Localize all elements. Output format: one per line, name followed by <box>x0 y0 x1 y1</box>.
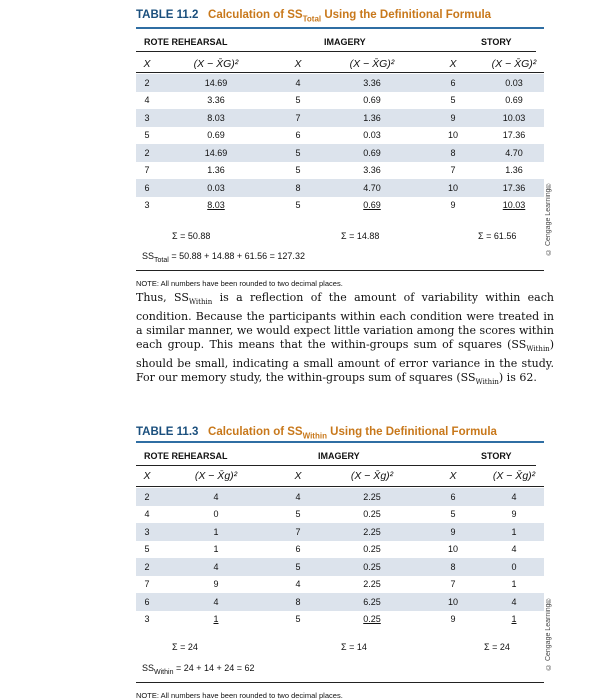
cell-value: 5 <box>295 509 301 520</box>
table-cell <box>484 593 544 611</box>
table-cell <box>158 109 274 127</box>
cell-value: 9 <box>450 526 456 537</box>
cell-value: 5 <box>450 509 456 520</box>
table-row <box>136 611 544 629</box>
table2-body <box>136 488 544 628</box>
cell-value: 10 <box>447 130 458 141</box>
cell-value: 4 <box>511 596 517 607</box>
cell-value: 8 <box>450 147 456 158</box>
cell-value: 2 <box>144 77 150 88</box>
table2-col-x1: X <box>143 470 151 482</box>
table1 <box>136 27 544 282</box>
cell-value: 5 <box>295 614 301 625</box>
cell-value: 5 <box>144 544 150 555</box>
cell-value: 3 <box>144 526 150 537</box>
table-cell <box>422 127 484 145</box>
cell-value: 0.69 <box>363 147 381 158</box>
table1-credit: © Cengage Learning® <box>545 181 552 255</box>
table2-header-rule <box>136 486 544 487</box>
table2-col-dev2: (X − X̄g)² <box>350 470 394 482</box>
cell-value: 2.25 <box>363 526 381 537</box>
cell-value: 4 <box>511 491 517 502</box>
cell-value: 9 <box>450 614 456 625</box>
cell-value: 0.69 <box>505 95 523 106</box>
table-cell <box>322 506 422 524</box>
cell-value: 17.36 <box>502 182 526 193</box>
cell-value: 9 <box>213 579 219 590</box>
cell-value: 14.69 <box>204 77 228 88</box>
table1-sum-story: Σ = 61.56 <box>478 231 517 241</box>
table-cell <box>274 611 322 629</box>
cell-value: 4 <box>295 77 301 88</box>
table-cell <box>158 506 274 524</box>
table-cell <box>274 558 322 576</box>
table-row <box>136 179 544 197</box>
table-cell <box>158 523 274 541</box>
cell-value: 14.69 <box>204 147 228 158</box>
table-cell <box>158 558 274 576</box>
table-cell <box>484 523 544 541</box>
table-cell <box>136 593 158 611</box>
table-cell <box>158 593 274 611</box>
cell-value: 4 <box>213 491 219 502</box>
table-cell <box>422 179 484 197</box>
table1-sum-rote: Σ = 50.88 <box>172 231 211 241</box>
table-row <box>136 74 544 92</box>
cell-value: 6 <box>144 182 150 193</box>
table-cell <box>322 197 422 215</box>
table-cell <box>136 506 158 524</box>
cell-value: 7 <box>295 112 301 123</box>
table-row <box>136 523 544 541</box>
cell-value: 0.25 <box>363 614 381 625</box>
table-cell <box>274 144 322 162</box>
cell-value: 3.36 <box>207 95 225 106</box>
table-cell <box>484 558 544 576</box>
cell-value: 1 <box>511 579 517 590</box>
cell-value: 10 <box>447 596 458 607</box>
table-row <box>136 144 544 162</box>
cell-value: 6 <box>450 491 456 502</box>
table1-body <box>136 74 544 214</box>
table-cell <box>136 144 158 162</box>
table-cell <box>158 127 274 145</box>
cell-value: 4.70 <box>363 182 381 193</box>
cell-value: 0.25 <box>363 544 381 555</box>
cell-value: 1 <box>511 526 517 537</box>
cell-value: 17.36 <box>502 130 526 141</box>
cell-value: 3.36 <box>363 165 381 176</box>
table2-col-x3: X <box>449 470 457 482</box>
table-cell <box>422 506 484 524</box>
table2-title: TABLE 11.3 Calculation of $SS_{Within}$ Using the Definitional Formula <box>136 426 497 441</box>
table-row <box>136 92 544 110</box>
cell-value: 9 <box>450 200 456 211</box>
table-cell <box>158 74 274 92</box>
table-cell <box>422 162 484 180</box>
cell-value: 5 <box>295 561 301 572</box>
table-cell <box>158 92 274 110</box>
table-cell <box>484 197 544 215</box>
cell-value: 0.69 <box>363 200 381 211</box>
table-cell <box>322 127 422 145</box>
table2-group-imagery: IMAGERY <box>318 451 360 461</box>
table-cell <box>484 576 544 594</box>
table-cell <box>136 74 158 92</box>
table-row <box>136 593 544 611</box>
table-cell <box>136 162 158 180</box>
table-cell <box>484 162 544 180</box>
table-cell <box>136 611 158 629</box>
cell-value: 3 <box>144 614 150 625</box>
table-cell <box>422 197 484 215</box>
table-cell <box>158 541 274 559</box>
cell-value: 3 <box>144 112 150 123</box>
cell-value: 2 <box>144 491 150 502</box>
table2-col-dev1: (X − X̄g)² <box>194 470 238 482</box>
cell-value: 1 <box>213 544 219 555</box>
cell-value: 5 <box>144 130 150 141</box>
cell-value: 8.03 <box>207 112 225 123</box>
cell-value: 4 <box>213 596 219 607</box>
table-cell <box>322 488 422 506</box>
cell-value: 2 <box>144 147 150 158</box>
cell-value: 8 <box>450 561 456 572</box>
cell-value: 10 <box>447 544 458 555</box>
cell-value: 4 <box>295 579 301 590</box>
table1-group-story: STORY <box>481 37 512 47</box>
table-cell <box>274 197 322 215</box>
cell-value: 4 <box>295 491 301 502</box>
table1-col-dev3: (X − X̄G)² <box>491 58 537 70</box>
cell-value: 0.25 <box>363 561 381 572</box>
cell-value: 6 <box>450 77 456 88</box>
table-row <box>136 127 544 145</box>
table-cell <box>136 109 158 127</box>
table-cell <box>484 92 544 110</box>
table1-group-rule <box>136 51 536 52</box>
table1-note: NOTE: All numbers have been rounded to two decimal places. <box>136 279 343 288</box>
table-row <box>136 506 544 524</box>
table-cell <box>484 144 544 162</box>
table-cell <box>274 92 322 110</box>
cell-value: 4.70 <box>505 147 523 158</box>
cell-value: 4 <box>511 544 517 555</box>
table-cell <box>136 558 158 576</box>
table-cell <box>322 74 422 92</box>
cell-value: 1 <box>213 526 219 537</box>
table-cell <box>422 611 484 629</box>
table-cell <box>484 127 544 145</box>
table2-col-x2: X <box>294 470 302 482</box>
table-cell <box>422 523 484 541</box>
table1-title: TABLE 11.2 Calculation of $SS_{Total}$ Using the Definitional Formula <box>136 9 492 24</box>
table-cell <box>322 109 422 127</box>
cell-value: 0.25 <box>363 509 381 520</box>
cell-value: 1 <box>213 614 219 625</box>
table-cell <box>322 541 422 559</box>
cell-value: 5 <box>295 147 301 158</box>
table1-col-x2: X <box>294 58 302 70</box>
table-cell <box>158 197 274 215</box>
table1-col-x3: X <box>449 58 457 70</box>
table-cell <box>322 92 422 110</box>
cell-value: 1 <box>511 614 517 625</box>
table-row <box>136 197 544 215</box>
cell-value: 7 <box>144 165 150 176</box>
cell-value: 5 <box>295 95 301 106</box>
table2-group-story: STORY <box>481 451 512 461</box>
table2-note: NOTE: All numbers have been rounded to two decimal places. <box>136 691 343 700</box>
table2-group-rule <box>136 465 536 466</box>
table1-bottom-rule <box>136 270 544 271</box>
table-cell <box>422 144 484 162</box>
table1-group-rote: ROTE REHEARSAL <box>144 37 228 47</box>
table-cell <box>136 541 158 559</box>
cell-value: 0.69 <box>207 130 225 141</box>
table-cell <box>422 593 484 611</box>
table-cell <box>422 541 484 559</box>
table-cell <box>322 162 422 180</box>
cell-value: 7 <box>450 165 456 176</box>
table-cell <box>274 523 322 541</box>
table-row <box>136 488 544 506</box>
table-row <box>136 576 544 594</box>
table-cell <box>274 74 322 92</box>
cell-value: 8 <box>295 182 301 193</box>
cell-value: 2.25 <box>363 491 381 502</box>
table2-sum-rote: Σ = 24 <box>172 642 198 652</box>
table-cell <box>158 179 274 197</box>
cell-value: 0.69 <box>363 95 381 106</box>
cell-value: 3.36 <box>363 77 381 88</box>
table2-col-dev3: (X − X̄g)² <box>492 470 536 482</box>
cell-value: 7 <box>144 579 150 590</box>
table-cell <box>322 593 422 611</box>
cell-value: 10 <box>447 182 458 193</box>
table-cell <box>158 611 274 629</box>
table-cell <box>136 197 158 215</box>
table-cell <box>274 541 322 559</box>
cell-value: 0.03 <box>207 182 225 193</box>
table2-ss-within: $SS_{Within} = 24 + 14 + 24 = 62$ <box>142 663 255 676</box>
table-cell <box>274 109 322 127</box>
table-cell <box>322 179 422 197</box>
table-cell <box>274 127 322 145</box>
cell-value: 1.36 <box>505 165 523 176</box>
table-row <box>136 162 544 180</box>
table2-top-rule <box>136 441 544 443</box>
table-cell <box>322 576 422 594</box>
table-cell <box>422 576 484 594</box>
table1-sum-imagery: Σ = 14.88 <box>341 231 380 241</box>
cell-value: 10.03 <box>502 200 526 211</box>
cell-value: 1.36 <box>207 165 225 176</box>
table-cell <box>136 576 158 594</box>
cell-value: 0 <box>511 561 517 572</box>
cell-value: 10.03 <box>502 112 526 123</box>
table-cell <box>484 74 544 92</box>
table-cell <box>274 488 322 506</box>
cell-value: 6.25 <box>363 596 381 607</box>
table-cell <box>422 92 484 110</box>
table-cell <box>158 576 274 594</box>
table-cell <box>136 523 158 541</box>
table2-sum-imagery: Σ = 14 <box>341 642 367 652</box>
table-cell <box>422 488 484 506</box>
table-cell <box>484 506 544 524</box>
table-cell <box>274 179 322 197</box>
cell-value: 0.03 <box>363 130 381 141</box>
cell-value: 6 <box>295 544 301 555</box>
cell-value: 5 <box>295 200 301 211</box>
table-cell <box>158 162 274 180</box>
table1-header-rule <box>136 72 544 73</box>
cell-value: 0.03 <box>505 77 523 88</box>
table2-credit: © Cengage Learning® <box>545 596 552 670</box>
cell-value: 8.03 <box>207 200 225 211</box>
table-cell <box>136 488 158 506</box>
cell-value: 7 <box>450 579 456 590</box>
table2-sum-story: Σ = 24 <box>484 642 510 652</box>
cell-value: 4 <box>144 95 150 106</box>
table-cell <box>422 74 484 92</box>
cell-value: 2.25 <box>363 579 381 590</box>
table-cell <box>274 576 322 594</box>
table1-top-rule <box>136 27 544 29</box>
cell-value: 7 <box>295 526 301 537</box>
table-cell <box>136 92 158 110</box>
cell-value: 4 <box>144 509 150 520</box>
table-cell <box>158 488 274 506</box>
cell-value: 6 <box>295 130 301 141</box>
table-cell <box>484 179 544 197</box>
table-cell <box>274 593 322 611</box>
table-cell <box>136 179 158 197</box>
table-cell <box>484 109 544 127</box>
table-cell <box>484 488 544 506</box>
table-cell <box>322 523 422 541</box>
table1-ss-total: $SS_{Total} = 50.88 + 14.88 + 61.56 = 127.32$ <box>142 251 305 264</box>
table-cell <box>158 144 274 162</box>
cell-value: 8 <box>295 596 301 607</box>
table-row <box>136 541 544 559</box>
table-cell <box>322 611 422 629</box>
cell-value: 0 <box>213 509 219 520</box>
table-cell <box>274 506 322 524</box>
cell-value: 3 <box>144 200 150 211</box>
table-cell <box>274 162 322 180</box>
table-cell <box>422 109 484 127</box>
table-row <box>136 558 544 576</box>
body-paragraph: Thus, $SS_{Within}$ is a reflection of the amount of variability within each condition. Because the participants within each condition were treated in a similar manner, we would expect little variation among the scores within each group. This means that the within-groups sum of squares $(SS_{Within})$ should be small, indicating a small amount of error variance in the study. For our memory study, the within-groups sum of squares $(SS_{Within})$ is 62. <box>136 291 554 387</box>
table2 <box>136 441 544 696</box>
table-cell <box>422 558 484 576</box>
cell-value: 9 <box>511 509 517 520</box>
cell-value: 4 <box>213 561 219 572</box>
cell-value: 5 <box>450 95 456 106</box>
table1-col-x1: X <box>143 58 151 70</box>
table2-group-rote: ROTE REHEARSAL <box>144 451 228 461</box>
table-row <box>136 109 544 127</box>
cell-value: 6 <box>144 596 150 607</box>
table1-col-dev1: (X − X̄G)² <box>193 58 239 70</box>
cell-value: 2 <box>144 561 150 572</box>
table-cell <box>322 144 422 162</box>
table-cell <box>484 541 544 559</box>
table-cell <box>136 127 158 145</box>
table-cell <box>484 611 544 629</box>
cell-value: 5 <box>295 165 301 176</box>
cell-value: 1.36 <box>363 112 381 123</box>
table-cell <box>322 558 422 576</box>
cell-value: 9 <box>450 112 456 123</box>
table1-group-imagery: IMAGERY <box>324 37 366 47</box>
table2-bottom-rule <box>136 682 544 683</box>
table1-col-dev2: (X − X̄G)² <box>349 58 395 70</box>
